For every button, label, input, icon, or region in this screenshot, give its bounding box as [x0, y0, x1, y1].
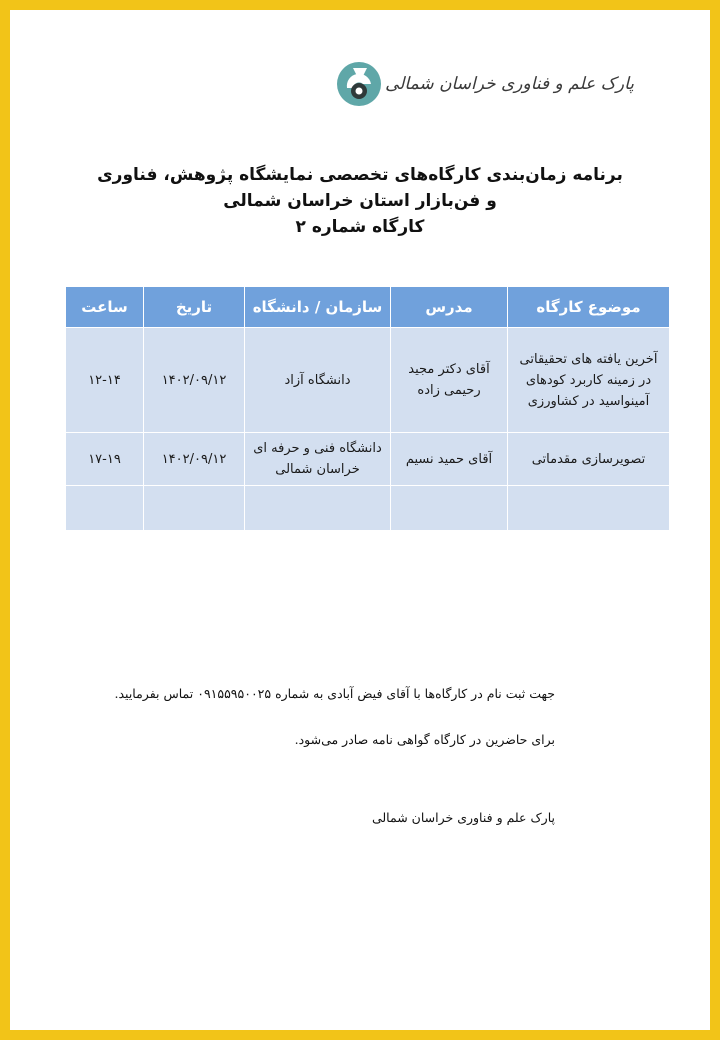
- park-logo-icon: [333, 58, 385, 110]
- cell-topic: [508, 486, 670, 531]
- header-time: ساعت: [66, 287, 144, 328]
- cell-time: ۱۷-۱۹: [66, 433, 144, 486]
- logo: [333, 58, 640, 110]
- cell-organization: [245, 486, 391, 531]
- cell-time: [66, 486, 144, 531]
- cell-organization: دانشگاه فنی و حرفه ای خراسان شمالی: [245, 433, 391, 486]
- header-topic: موضوع کارگاه: [508, 287, 670, 328]
- title-line-2: و فن‌بازار استان خراسان شمالی: [223, 191, 497, 211]
- cell-instructor: آقای حمید نسیم: [391, 433, 508, 486]
- header-organization: سازمان / دانشگاه: [245, 287, 391, 328]
- header-instructor: مدرس: [391, 287, 508, 328]
- page-title: [50, 162, 670, 240]
- certificate-note: برای حاضرین در کارگاه گواهی نامه صادر می‌شود.: [294, 732, 555, 747]
- cell-date: ۱۴۰۲/۰۹/۱۲: [144, 433, 245, 486]
- cell-instructor: آقای دکتر مجید رحیمی زاده: [391, 328, 508, 433]
- signature: پارک علم و فناوری خراسان شمالی: [371, 810, 555, 825]
- cell-instructor: [391, 486, 508, 531]
- title-line-3: کارگاه شماره ۲: [295, 217, 425, 237]
- header-date: تاریخ: [144, 287, 245, 328]
- schedule-table: [65, 286, 670, 531]
- cell-date: [144, 486, 245, 531]
- table-row: [66, 486, 670, 531]
- cell-date: ۱۴۰۲/۰۹/۱۲: [144, 328, 245, 433]
- table-header-row: [66, 287, 670, 328]
- table-row: [66, 433, 670, 486]
- cell-time: ۱۲-۱۴: [66, 328, 144, 433]
- cell-organization: دانشگاه آزاد: [245, 328, 391, 433]
- cell-topic: آخرین یافته های تحقیقاتی در زمینه کاربرد کودهای آمینواسید در کشاورزی: [508, 328, 670, 433]
- table-row: [66, 328, 670, 433]
- title-line-1: برنامه زمان‌بندی کارگاه‌های تخصصی نمایشگاه پژوهش، فناوری: [97, 165, 623, 185]
- registration-note: جهت ثبت نام در کارگاه‌ها با آقای فیض آبادی به شماره ۰۹۱۵۵۹۵۰۰۲۵ تماس بفرمایید.: [114, 686, 555, 701]
- logo-text: پارک علم و فناوری خراسان شمالی: [385, 74, 634, 94]
- cell-topic: تصویرسازی مقدماتی: [508, 433, 670, 486]
